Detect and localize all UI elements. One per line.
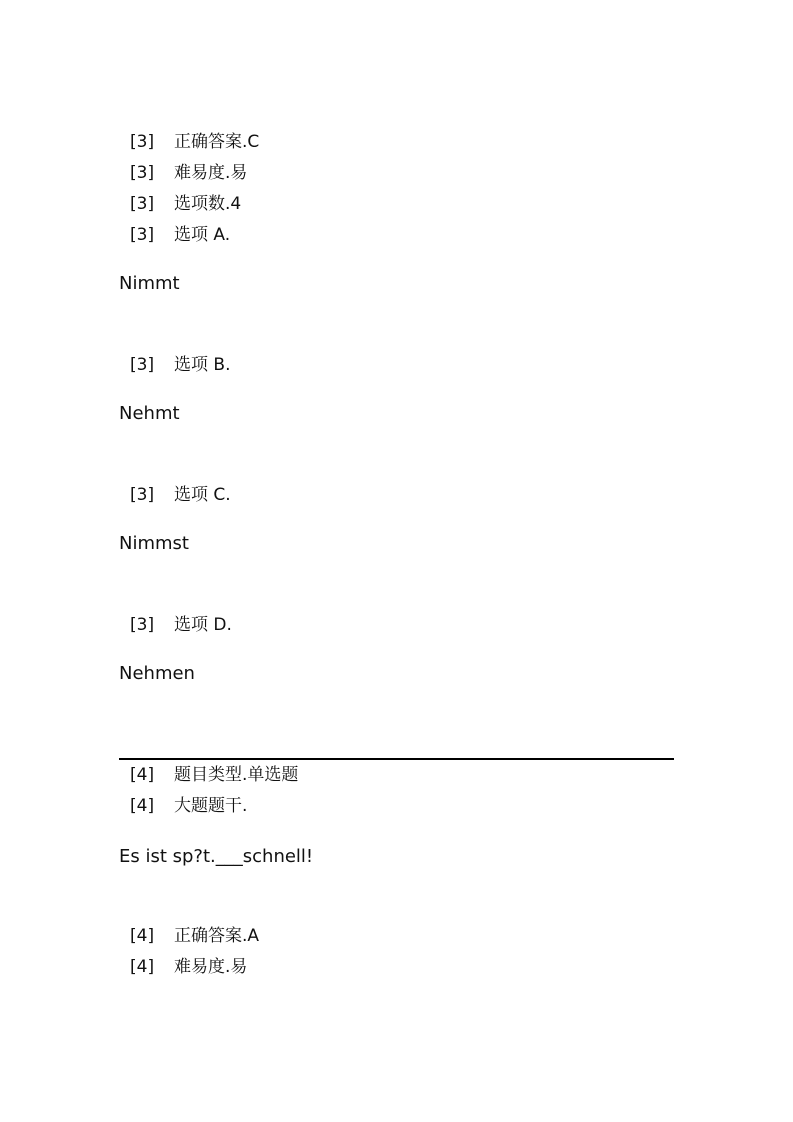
q4-answer-number: [4]: [130, 926, 155, 946]
q3-option-count-text: 选项数.4: [174, 194, 242, 214]
q3-option-b-number: [3]: [130, 355, 155, 375]
q3-option-c-number: [3]: [130, 485, 155, 505]
q4-type-number: [4]: [130, 765, 155, 785]
q4-stem-label-text: 大题题干.: [174, 796, 248, 816]
q3-option-b-label: 选项 B.: [174, 355, 231, 375]
q3-option-a-label: 选项 A.: [174, 225, 231, 245]
q3-difficulty-number: [3]: [130, 163, 155, 183]
q3-option-count-line: [130, 193, 241, 215]
q4-stem-label-number: [4]: [130, 796, 155, 816]
q3-option-b-value: Nehmt: [119, 403, 180, 424]
q3-answer-line: [130, 131, 259, 153]
q4-difficulty-text: 难易度.易: [174, 957, 248, 977]
q3-option-c-label: 选项 C.: [174, 485, 231, 505]
q3-option-count-number: [3]: [130, 194, 155, 214]
q3-option-d-number: [3]: [130, 615, 155, 635]
q3-option-a-number: [3]: [130, 225, 155, 245]
q3-option-d-label: 选项 D.: [174, 615, 232, 635]
question-divider: [119, 758, 674, 760]
q4-type-line: [130, 764, 298, 786]
q3-answer-number: [3]: [130, 132, 155, 152]
q3-option-d-line: [130, 614, 232, 636]
q4-stem-label-line: [130, 795, 247, 817]
q4-answer-text: 正确答案.A: [174, 926, 260, 946]
q4-answer-line: [130, 925, 259, 947]
q4-type-text: 题目类型.单选题: [174, 765, 299, 785]
q3-difficulty-line: [130, 162, 247, 184]
q4-difficulty-line: [130, 956, 247, 978]
q3-answer-text: 正确答案.C: [174, 132, 260, 152]
q3-option-a-line: [130, 224, 230, 246]
q4-stem: Es ist sp?t.___schnell!: [119, 846, 314, 867]
q3-difficulty-text: 难易度.易: [174, 163, 248, 183]
q3-option-c-value: Nimmst: [119, 533, 189, 554]
q4-difficulty-number: [4]: [130, 957, 155, 977]
q3-option-c-line: [130, 484, 231, 506]
q3-option-a-value: Nimmt: [119, 273, 180, 294]
q3-option-b-line: [130, 354, 230, 376]
q3-option-d-value: Nehmen: [119, 663, 195, 684]
